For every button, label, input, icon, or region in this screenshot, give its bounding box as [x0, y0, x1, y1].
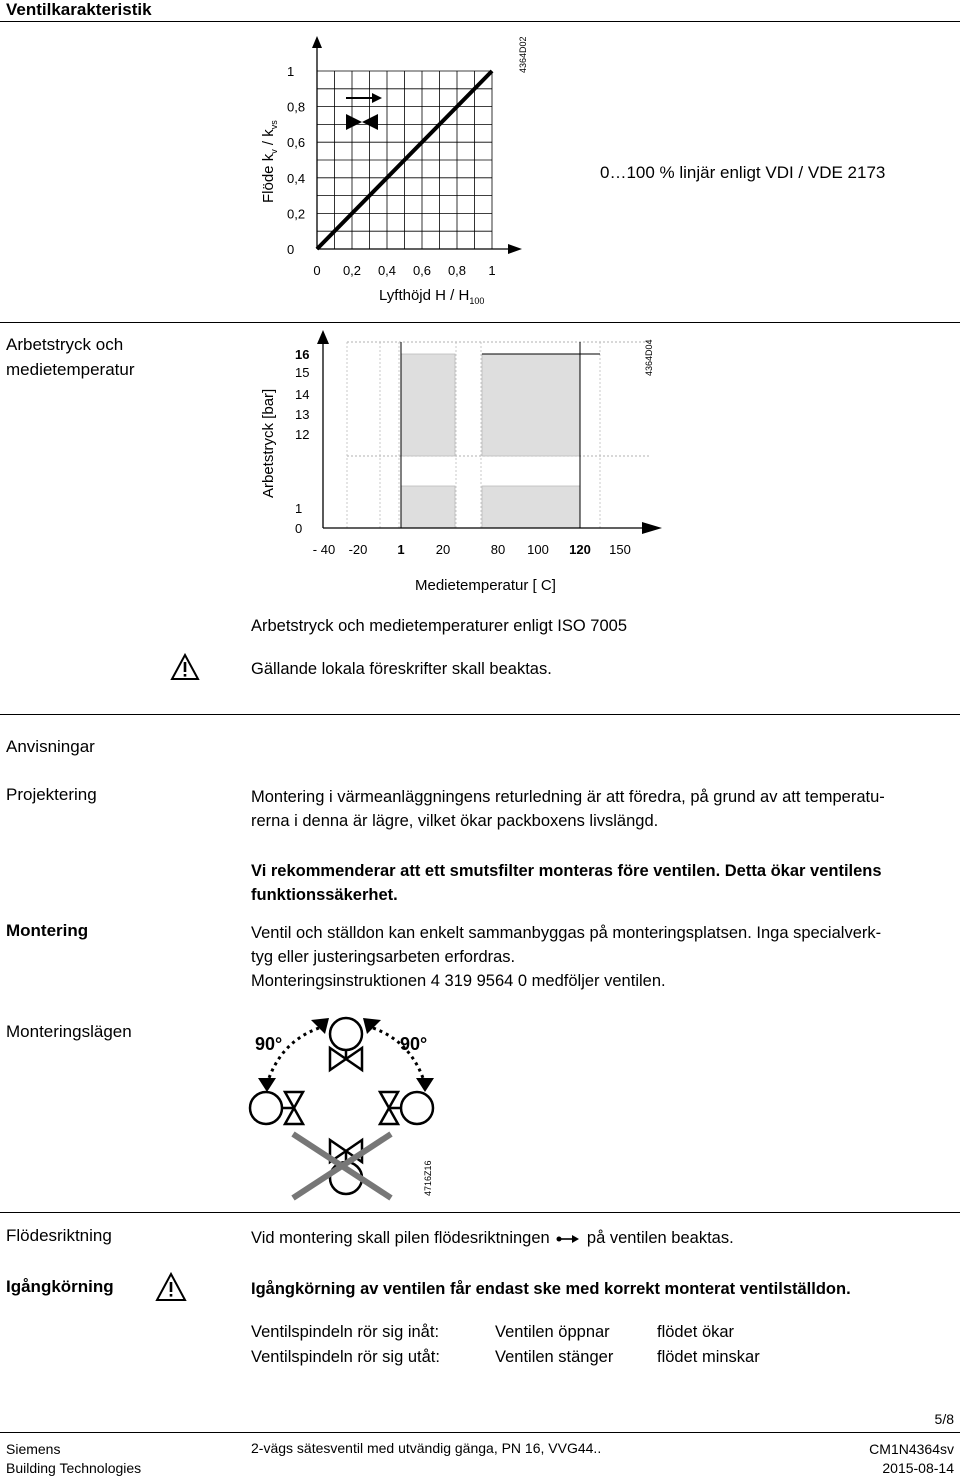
chart2-y-arrow [317, 330, 329, 344]
chart2-caption: Arbetstryck och medietemperaturer enligt ISO 7005 [251, 617, 628, 635]
chart2-y-tick-label: 15 [295, 365, 310, 380]
chart1-title: 0…100 % linjär enligt VDI / VDE 2173 [600, 163, 886, 182]
arc-left-arrow [258, 1078, 276, 1092]
chart2-y-tick-label: 16 [295, 347, 310, 362]
flodesriktning-text: Vid montering skall pilen flödesriktningen på ventilen beaktas. [251, 1229, 734, 1247]
angle-right-label: 90° [400, 1034, 428, 1054]
chart1-y-arrow [312, 36, 322, 48]
warning-icon-2 [155, 1272, 187, 1302]
chart2-region-1-upper [401, 354, 455, 456]
footer-doc-info: CM1N4364sv 2015-08-14 [869, 1441, 954, 1476]
title-rule [0, 21, 960, 22]
chart1-y-tick-label: 0,4 [287, 170, 306, 186]
chart2-x-arrow [642, 522, 662, 534]
section-rule-3 [0, 1212, 960, 1213]
section-rule-2 [0, 714, 960, 715]
right-horizontal-valve [380, 1092, 433, 1124]
chart2-y-tick-label: 13 [295, 407, 310, 422]
montering-text: Ventil och ställdon kan enkelt sammanbyggas på monteringsplatsen. Inga specialverk- tyg eller justeringsarbeten erfordras. Monteringsinstruktionen 4 319 9564 0 medföljer ventilen. [251, 924, 882, 990]
arc-left-top-arrow [311, 1018, 329, 1034]
anvisningar-heading: Anvisningar [6, 737, 95, 756]
chart1-x-tick-label: 0,6 [412, 263, 432, 278]
table-row: Ventilspindeln rör sig utåt: Ventilen stänger flödet minskar [251, 1348, 760, 1366]
chart1-y-label: Flöde $k_v / k_{vs}$ [260, 120, 279, 203]
chart1-y-tick-label: 0,2 [287, 206, 306, 222]
chart2-y-ticks [295, 347, 309, 536]
chart2-x-tick-label: 1 [397, 542, 405, 557]
warning-icon [170, 653, 200, 681]
chart2-y-tick-label: 1 [295, 501, 303, 516]
chart1-x-tick-label: 0 [313, 263, 321, 278]
section-rule-1 [0, 322, 960, 323]
igangkorning-text: Igångkörning av ventilen får endast ske med korrekt monterat ventilställdon. [251, 1280, 851, 1298]
chart2-x-tick-label: 100 [527, 542, 549, 557]
table-row: Ventilspindeln rör sig inåt: Ventilen öppnar flödet ökar [251, 1323, 735, 1341]
chart1-x-ticks [313, 263, 495, 278]
chart1-y-tick-label: 0,8 [287, 99, 306, 115]
projektering-label: Projektering [6, 785, 97, 804]
chart2-y-tick-label: 12 [295, 427, 310, 442]
chart1-x-arrow [508, 244, 522, 254]
chart1-y-ticks [287, 64, 305, 257]
footer-rule [0, 1432, 960, 1433]
flodesriktning-label: Flödesriktning [6, 1226, 112, 1245]
page-number: 5/8 [934, 1411, 954, 1427]
chart1-y-tick-label: 1 [287, 64, 295, 79]
chart1-x-tick-label: 0,2 [342, 263, 362, 278]
chart2-x-label: Medietemperatur [ C] [415, 577, 556, 594]
flow-arrow-icon [556, 1233, 580, 1245]
chart2-y-tick-label: 0 [295, 521, 303, 536]
chart2-y-tick-label: 14 [295, 387, 310, 402]
chart2-x-tick-label: 20 [435, 542, 451, 557]
igangkorning-label: Igångkörning [6, 1277, 114, 1296]
upright-valve [330, 1018, 362, 1070]
monteringslagen-label: Monteringslägen [6, 1022, 132, 1041]
warning-text: Gällande lokala föreskrifter skall beaktas. [251, 660, 552, 678]
page-title: Ventilkarakteristik [6, 0, 152, 19]
footer-doc-title: 2-vägs sätesventil med utvändig gänga, PN 16, VVG44.. [251, 1440, 602, 1456]
projektering-text: Montering i värmeanläggningens returledning är att föredra, på grund av att temperatu- rerna i denna är lägre, vilket ökar packboxens livslängd. [251, 788, 885, 830]
chart1-code: 4364D02 [518, 36, 528, 73]
chart2-x-tick-label: 120 [569, 542, 591, 557]
chart2-x-tick-label: 80 [490, 542, 506, 557]
mounting-positions-diagram [245, 1012, 445, 1202]
left-horizontal-valve [250, 1092, 303, 1124]
valve-characteristic-chart [250, 28, 960, 313]
filter-recommendation: Vi rekommenderar att ett smutsfilter monteras före ventilen. Detta ökar ventilens funktionssäkerhet. [251, 862, 882, 904]
chart1-y-tick-label: 0 [287, 242, 295, 257]
diagram-code: 4716Z16 [423, 1160, 433, 1196]
chart1-y-tick-label: 0,6 [287, 135, 306, 151]
montering-label: Montering [6, 921, 89, 940]
chart1-x-tick-label: 1 [488, 263, 496, 278]
arc-right-top-arrow [363, 1018, 381, 1034]
footer-company: Siemens Building Technologies [6, 1441, 142, 1476]
chart2-x-tick-label: - 40 [312, 542, 336, 557]
chart2-region-1-lower [401, 486, 455, 528]
chart2-x-ticks [313, 542, 631, 557]
chart2-region-2-upper [482, 354, 580, 456]
angle-left-label: 90° [255, 1034, 283, 1054]
arc-right-arrow [416, 1078, 434, 1092]
chart2-y-label: Arbetstryck [bar] [260, 388, 277, 498]
pressure-temperature-chart [250, 326, 960, 604]
chart1-x-label: Lyfthöjd H / $H_{100}$ [379, 287, 485, 306]
spindle-table [251, 1320, 760, 1369]
chart2-region-2-lower [482, 486, 580, 528]
chart2-x-tick-label: 150 [609, 542, 631, 557]
pressure-section-label: Arbetstryck och medietemperatur [6, 335, 135, 379]
chart1-x-tick-label: 0,4 [377, 263, 397, 278]
chart2-regions [347, 342, 650, 528]
chart2-x-tick-label: -20 [348, 542, 368, 557]
chart1-x-tick-label: 0,8 [447, 263, 467, 278]
inverted-valve-forbidden [293, 1134, 391, 1198]
chart2-code: 4364D04 [644, 339, 654, 376]
